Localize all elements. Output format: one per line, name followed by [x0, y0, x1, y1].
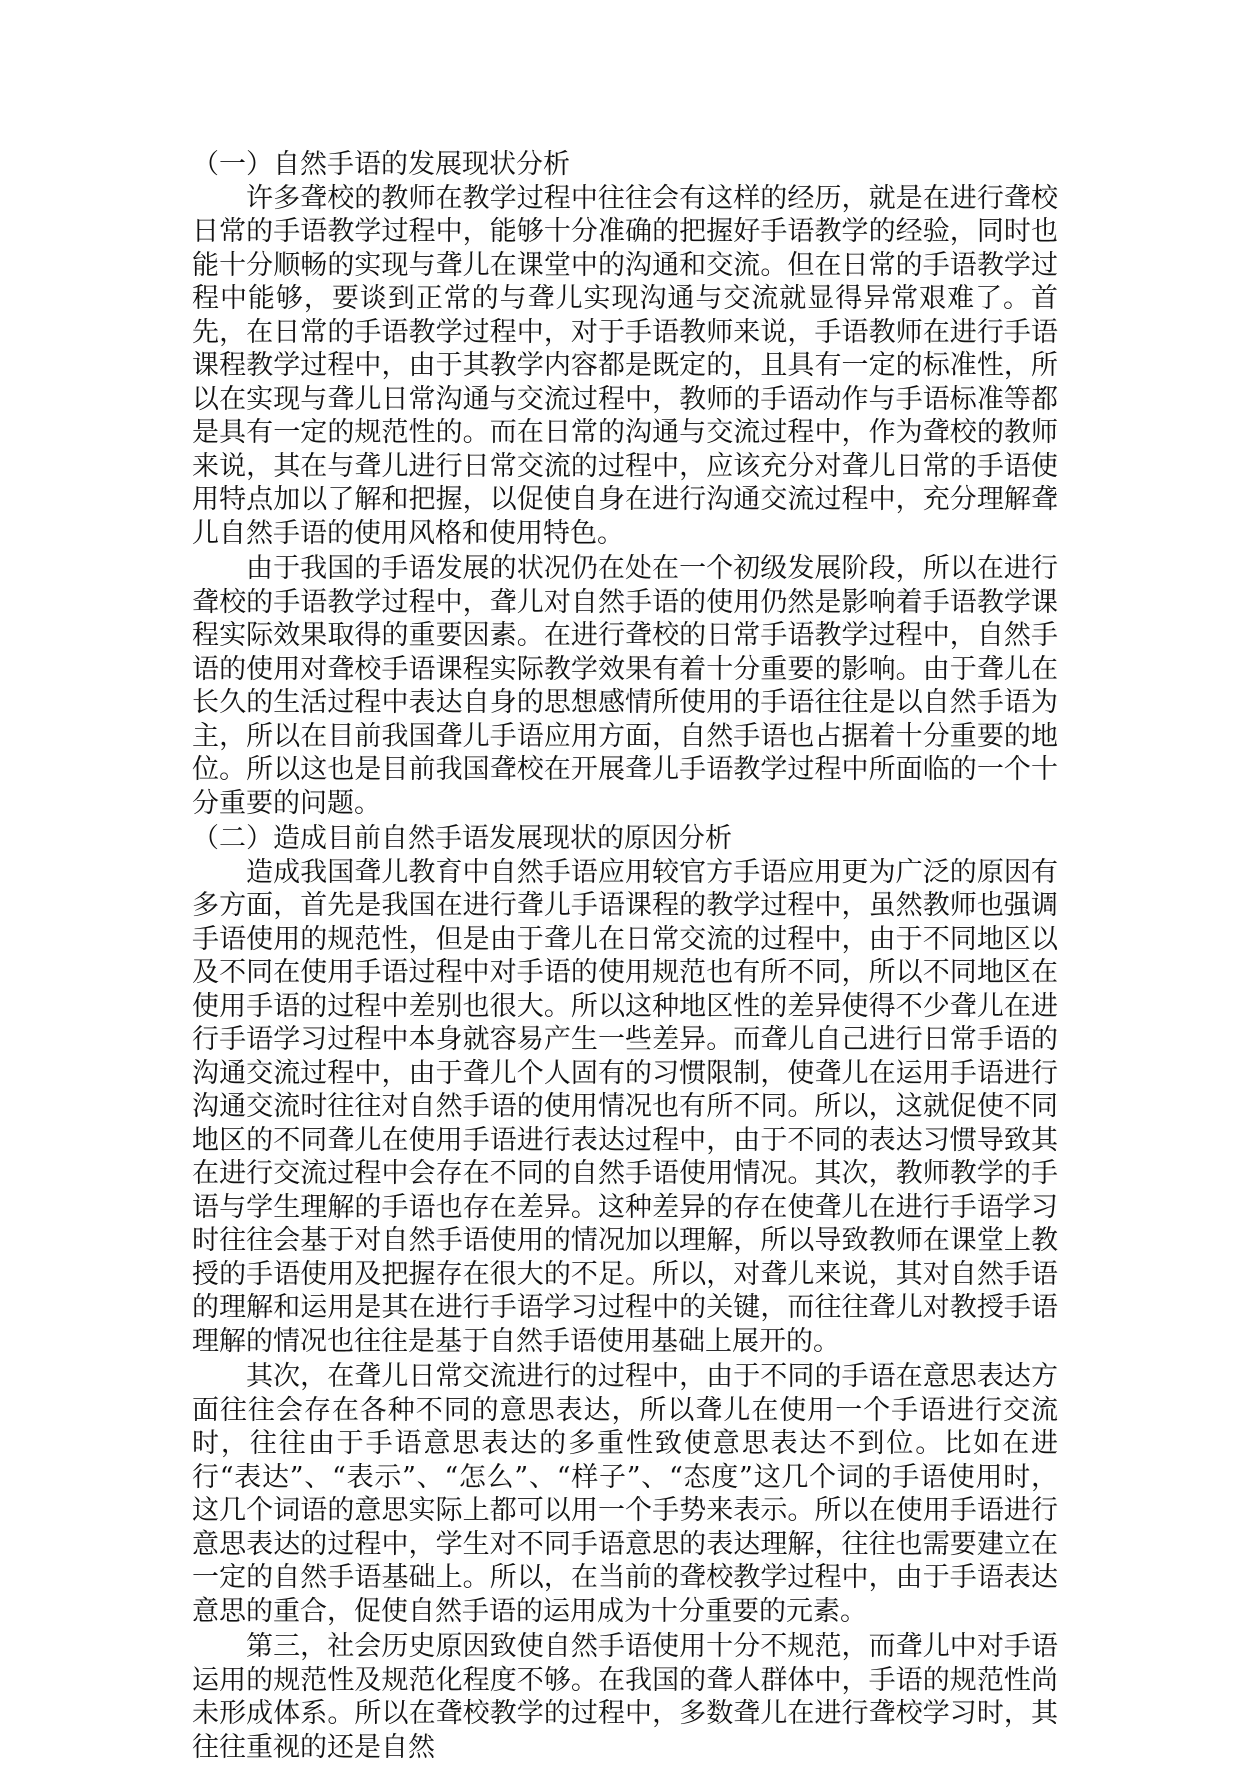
- paragraph: 许多聋校的教师在教学过程中往往会有这样的经历，就是在进行聋校日常的手语教学过程中，能够十分准确的把握好手语教学的经验，同时也能十分顺畅的实现与聋儿在课堂中的沟通和交流。但在日常的手语教学过程中能够，要谈到正常的与聋儿实现沟通与交流就显得异常艰难了。首先，在日常的手语教学过程中，对于手语教师来说，手语教师在进行手语课程教学过程中，由于其教学内容都是既定的，且具有一定的标准性，所以在实现与聋儿日常沟通与交流过程中，教师的手语动作与手语标准等都是具有一定的规范性的。而在日常的沟通与交流过程中，作为聋校的教师来说，其在与聋儿进行日常交流的过程中，应该充分对聋儿日常的手语使用特点加以了解和把握，以促使自身在进行沟通交流过程中，充分理解聋儿自然手语的使用风格和使用特色。: [192, 182, 1058, 549]
- paragraph: 第三，社会历史原因致使自然手语使用十分不规范，而聋儿中对手语运用的规范性及规范化程度不够。在我国的聋人群体中，手语的规范性尚未形成体系。所以在聋校教学的过程中，多数聋儿在进行聋校学习时，其往往重视的还是自然: [192, 1631, 1058, 1763]
- paragraph: 造成我国聋儿教育中自然手语应用较官方手语应用更为广泛的原因有多方面，首先是我国在进行聋儿手语课程的教学过程中，虽然教师也强调手语使用的规范性，但是由于聋儿在日常交流的过程中，由于不同地区以及不同在使用手语过程中对手语的使用规范也有所不同，所以不同地区在使用手语的过程中差别也很大。所以这种地区性的差异使得不少聋儿在进行手语学习过程中本身就容易产生一些差异。而聋儿自己进行日常手语的沟通交流过程中，由于聋儿个人固有的习惯限制，使聋儿在运用手语进行沟通交流时往往对自然手语的使用情况也有所不同。所以，这就促使不同地区的不同聋儿在使用手语进行表达过程中，由于不同的表达习惯导致其在进行交流过程中会存在不同的自然手语使用情况。其次，教师教学的手语与学生理解的手语也存在差异。这种差异的存在使聋儿在进行手语学习时往往会基于对自然手语使用的情况加以理解，所以导致教师在课堂上教授的手语使用及把握存在很大的不足。所以，对聋儿来说，其对自然手语的理解和运用是其在进行手语学习过程中的关键，而往往聋儿对教授手语理解的情况也往往是基于自然手语使用基础上展开的。: [192, 856, 1058, 1357]
- paragraph: 由于我国的手语发展的状况仍在处在一个初级发展阶段，所以在进行聋校的手语教学过程中，聋儿对自然手语的使用仍然是影响着手语教学课程实际效果取得的重要因素。在进行聋校的日常手语教学过程中，自然手语的使用对聋校手语课程实际教学效果有着十分重要的影响。由于聋儿在长久的生活过程中表达自身的思想感情所使用的手语往往是以自然手语为主，所以在目前我国聋儿手语应用方面，自然手语也占据着十分重要的地位。所以这也是目前我国聋校在开展聋儿手语教学过程中所面临的一个十分重要的问题。: [192, 553, 1058, 819]
- document-page: [192, 148, 1058, 1766]
- paragraph: 其次，在聋儿日常交流进行的过程中，由于不同的手语在意思表达方面往往会存在各种不同的意思表达，所以聋儿在使用一个手语进行交流时，往往由于手语意思表达的多重性致使意思表达不到位。比如在进行“表达”、“表示”、“怎么”、“样子”、“态度”这几个词的手语使用时，这几个词语的意思实际上都可以用一个手势来表示。所以在使用手语进行意思表达的过程中，学生对不同手语意思的表达理解，往往也需要建立在一定的自然手语基础上。所以，在当前的聋校教学过程中，由于手语表达意思的重合，促使自然手语的运用成为十分重要的元素。: [192, 1361, 1058, 1627]
- section-heading-2: （二）造成目前自然手语发展现状的原因分析: [192, 823, 732, 854]
- section-heading-1: （一）自然手语的发展现状分析: [192, 149, 570, 180]
